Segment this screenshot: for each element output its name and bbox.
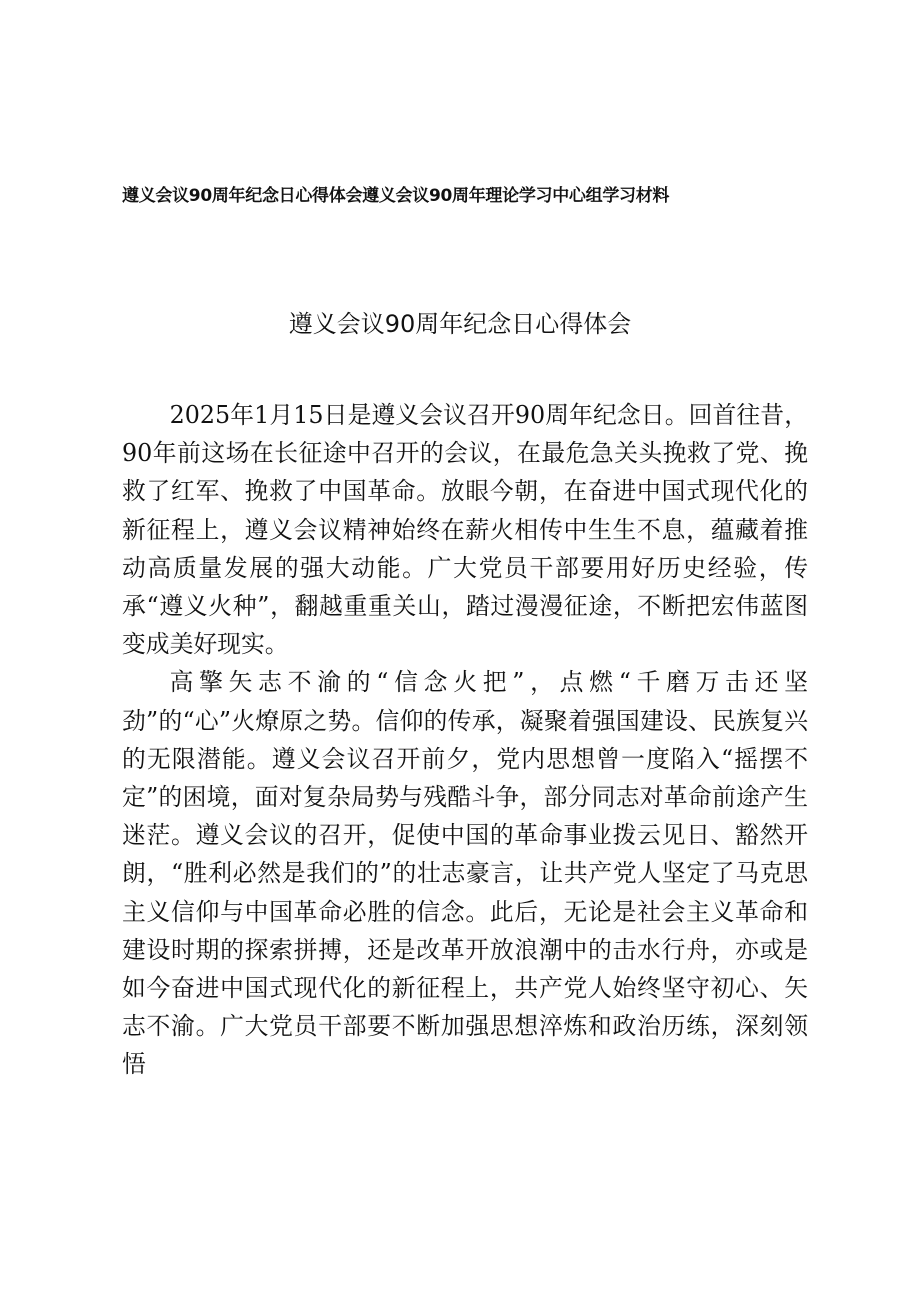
document-body bbox=[122, 396, 808, 1084]
document-title: 遵义会议90周年纪念日心得体会 bbox=[288, 310, 632, 338]
document-header: 遵义会议90周年纪念日心得体会遵义会议90周年理论学习中心组学习材料 bbox=[122, 186, 670, 206]
paragraph-1: 2025年1月15日是遵义会议召开90周年纪念日。回首往昔，90年前这场在长征途中召开的会议，在最危急关头挽救了党、挽救了红军、挽救了中国革命。放眼今朝，在奋进中国式现代化的新征程上，遵义会议精神始终在薪火相传中生生不息，蕴藏着推动高质量发展的强大动能。广大党员干部要用好历史经验，传承“遵义火种”，翻越重重关山，踏过漫漫征途，不断把宏伟蓝图变成美好现实。 bbox=[122, 401, 808, 659]
paragraph-2: 高擎矢志不渝的“信念火把”，点燃“千磨万击还坚劲”的“心”火燎原之势。信仰的传承，凝聚着强国建设、民族复兴的无限潜能。遵义会议召开前夕，党内思想曾一度陷入“摇摆不定”的困境，面对复杂局势与残酷斗争，部分同志对革命前途产生迷茫。遵义会议的召开，促使中国的革命事业拨云见日、豁然开朗，“胜利必然是我们的”的壮志豪言，让共产党人坚定了马克思主义信仰与中国革命必胜的信念。此后，无论是社会主义革命和建设时期的探索拼搏，还是改革开放浪潮中的击水行舟，亦或是如今奋进中国式现代化的新征程上，共产党人始终坚守初心、矢志不渝。广大党员干部要不断加强思想淬炼和政治历练，深刻领悟 bbox=[122, 668, 808, 1079]
